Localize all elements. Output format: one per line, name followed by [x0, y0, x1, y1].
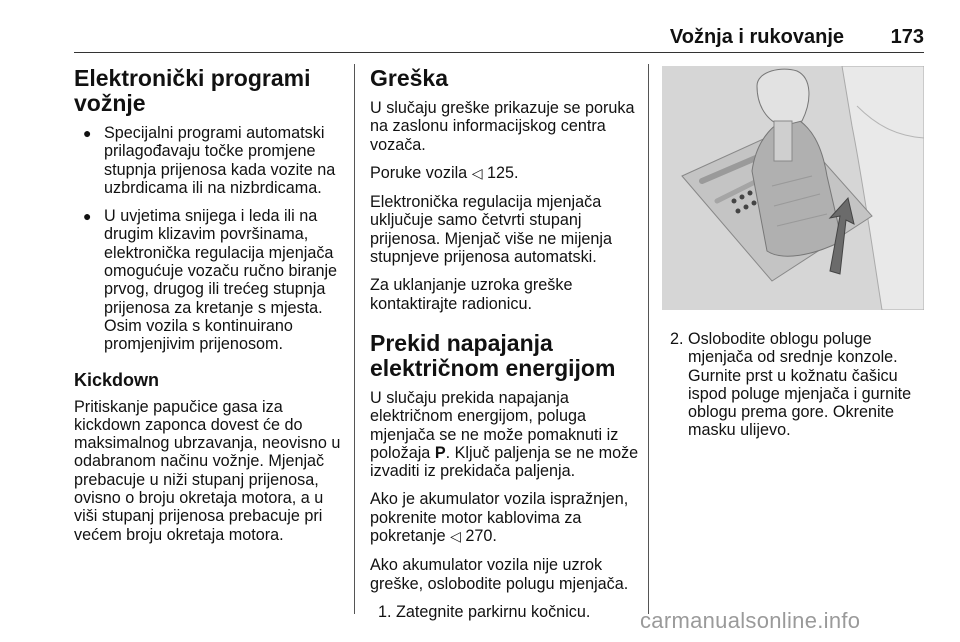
gear-lever-drawing — [662, 66, 924, 310]
error-paragraph-4: Za uklanjanje uzroka greške kontaktirajte radionicu. — [370, 276, 573, 313]
error-paragraph-2 — [370, 164, 640, 183]
step-2 — [662, 330, 924, 440]
kickdown-text: Pritiskanje papučice gasa iza kickdown zaponca dovest će do maksimalnog ubrzavanja, neovisno u odabranom načinu vožnje. Mjenjač prebacuje u niži stupanj prijenosa, ovisno o broju okretaja motora, a u viši stupanj prijenosa prebacuje pri većem broju okretaja motora. — [74, 397, 341, 544]
column-3 — [662, 66, 924, 450]
power-paragraph-1-text: U slučaju prekida napajanja električnom energijom, poluga mjenjača se ne može pomaknuti iz položaja — [370, 388, 619, 462]
step-text: Oslobodite oblogu poluge mjenjača od srednje konzole. Gurnite prst u kožnatu čašicu ispod poluge mjenjača i gurnite oblogu prema gore. Okrenite masku ulijevo. — [688, 330, 912, 440]
heading-kickdown: Kickdown — [74, 369, 160, 390]
error-paragraph-3: Elektronička regulacija mjenjača uključuje samo četvrti stupanj prijenosa. Mjenjač više ne mijenja stupnjeve prijenosa automatski. — [370, 193, 613, 267]
step-1 — [370, 603, 640, 621]
bullet-text: Specijalni programi automatski prilagođavaju točke promjene stupnja prijenosa kada vozite na uzbrdicama ili na nizbrdicama. — [104, 124, 336, 197]
header-rule — [74, 52, 924, 53]
error-paragraph-1: U slučaju greške prikazuje se poruka na zaslonu informacijskog centra vozača. — [370, 99, 635, 154]
section-title: Vožnja i rukovanje — [669, 26, 844, 48]
heading-electronic-programs: Elektronički programi vožnje — [74, 65, 311, 116]
power-paragraph-1 — [370, 389, 640, 480]
bullet-dot: ● — [83, 208, 92, 225]
gear-lever-illustration — [662, 66, 924, 310]
page-header — [74, 26, 924, 48]
column-divider-1 — [354, 64, 355, 614]
heading-error: Greška — [370, 65, 449, 91]
step-text: Zategnite parkirnu kočnicu. — [396, 602, 591, 621]
gear-position-p: P — [434, 443, 446, 462]
power-paragraph-2 — [370, 490, 640, 546]
power-paragraph-1-tail: . Ključ paljenja se ne može izvaditi iz prekidača paljenja. — [370, 443, 639, 481]
column-2 — [370, 66, 640, 631]
watermark: carmanualsonline.info — [640, 608, 861, 633]
page-reference-icon: ◁ — [471, 165, 483, 182]
heading-power-interruption: Prekid napajanja električnom energijom — [370, 329, 616, 381]
column-1 — [74, 66, 346, 554]
bullet-text: U uvjetima snijega i leda ili na drugim klizavim površinama, elektronička regulacija mjenjača omogućuje vozaču ručno biranje prvog, drugog ili trećeg stupnja prijenosa za kretanje s mjesta. Osim vozila s kontinuirano promjenjivim prijenosom. — [104, 207, 338, 354]
column-divider-2 — [648, 64, 649, 614]
power-paragraph-3: Ako akumulator vozila nije uzrok greške, oslobodite polugu mjenjača. — [370, 556, 629, 593]
step-number: 2. — [670, 330, 684, 348]
step-number: 1. — [378, 602, 392, 621]
page-reference[interactable]: 270. — [465, 527, 497, 546]
bullet-dot: ● — [83, 125, 92, 141]
page-reference-icon: ◁ — [450, 529, 461, 546]
power-paragraph-2-text: Ako je akumulator vozila ispražnjen, pokrenite motor kablovima za pokretanje — [370, 490, 629, 546]
error-paragraph-2-text: Poruke vozila — [370, 163, 468, 182]
bullet-item — [74, 124, 346, 197]
page-number: 173 — [890, 26, 924, 48]
bullet-item — [74, 207, 346, 353]
page-reference[interactable]: 125. — [486, 163, 519, 182]
